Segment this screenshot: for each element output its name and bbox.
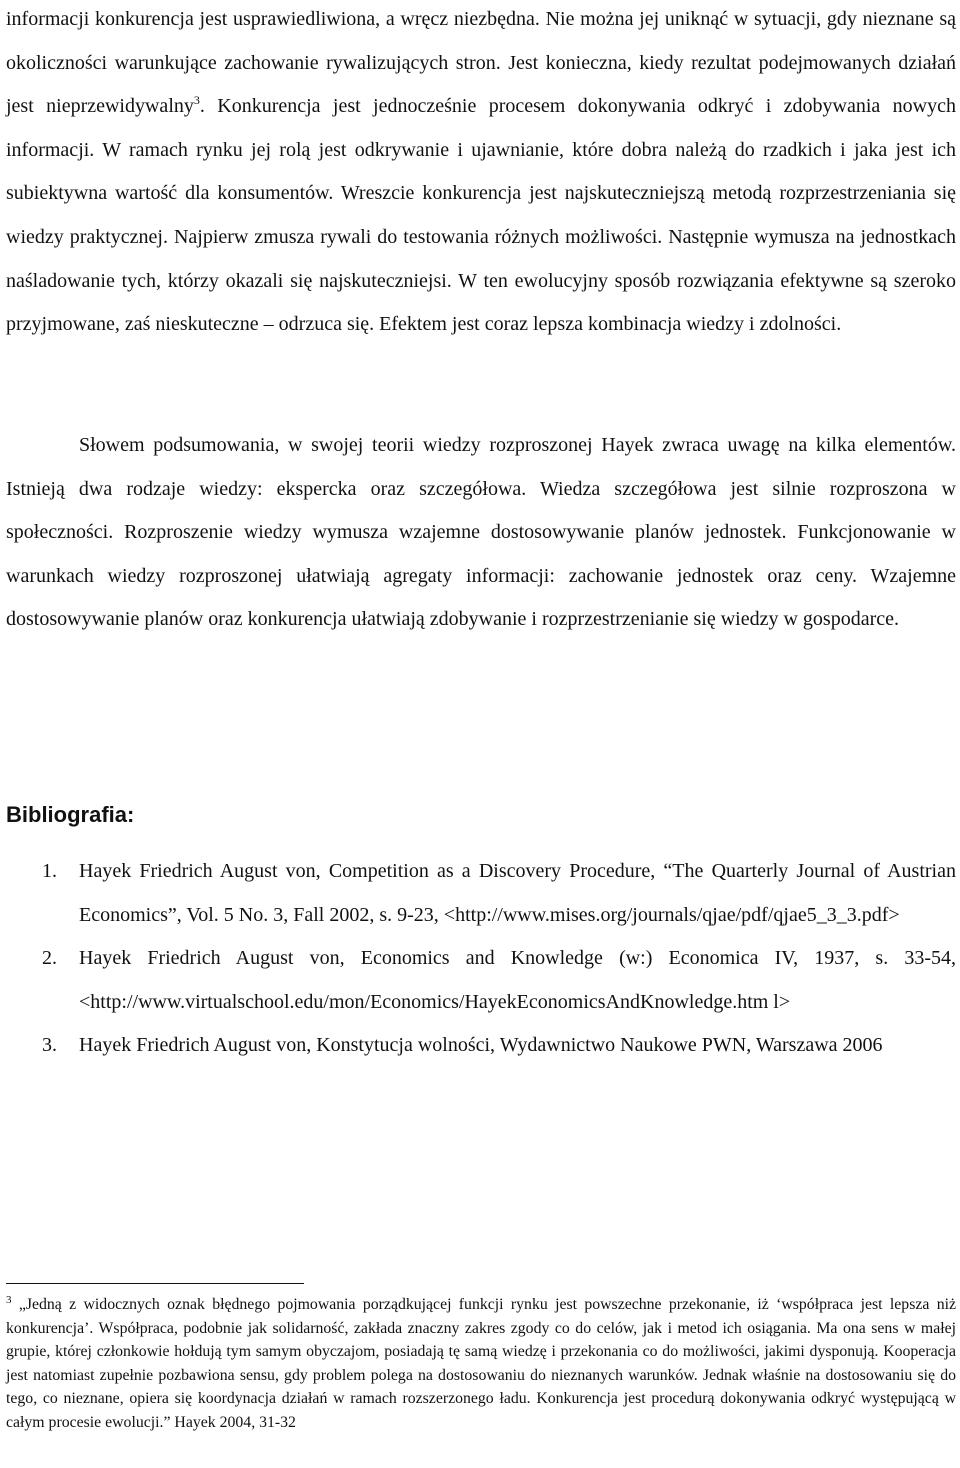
body-paragraph-2: Słowem podsumowania, w swojej teorii wiedzy rozproszonej Hayek zwraca uwagę na kilka elementów. Istnieją dwa rodzaje wiedzy: ekspercka oraz szczegółowa. Wiedza szczegółowa jest silnie rozproszona w społeczności. Rozproszenie wiedzy wymusza wzajemne dostosowywanie planów jednostek. Funkcjonowanie w warunkach wiedzy rozproszonej ułatwiają agregaty informacji: zachowanie jednostek oraz ceny. Wzajemne dostosowywanie planów oraz konkurencja ułatwiają zdobywanie i rozprzestrzenianie się wiedzy w gospodarce.: [6, 434, 956, 631]
bibliography-item-text: Hayek Friedrich August von, Economics and Knowledge (w:) Economica IV, 1937, s. 33-54, <http://www.virtualschool.edu/mon/Economics/HayekEconomicsAndKnowledge.htm l>: [79, 947, 956, 1013]
bibliography-item: [6, 850, 956, 937]
footnote-number: 3: [6, 1294, 12, 1306]
bibliography-item: [6, 937, 956, 1024]
paragraph-1-text-b: . Konkurencja jest jednocześnie procesem dokonywania odkryć i zdobywania nowych informacji. W ramach rynku jej rolą jest odkrywanie i ujawnianie, które dobra należą do rzadkich i jaka jest ich subiektywna wartość dla konsumentów. Wreszcie konkurencja jest najskuteczniejszą metodą rozprzestrzeniania się wiedzy praktycznej. Najpierw zmusza rywali do testowania różnych możliwości. Następnie wymusza na jednostkach naśladowanie tych, którzy okazali się najskuteczniejsi. W ten ewolucyjny sposób rozwiązania efektywne są szeroko przyjmowane, zaś nieskuteczne – odrzuca się. Efektem jest coraz lepsza kombinacja wiedzy i zdolności.: [6, 95, 956, 336]
footnote-reference[interactable]: 3: [193, 93, 200, 108]
footnote: [6, 1293, 956, 1434]
bibliography-list: [6, 850, 956, 1068]
bibliography-item-text: Hayek Friedrich August von, Competition as a Discovery Procedure, “The Quarterly Journal of Austrian Economics”, Vol. 5 No. 3, Fall 2002, s. 9-23, <http://www.mises.org/journals/qjae/pdf/qjae5_3_3.pdf>: [79, 860, 956, 926]
footnote-text: „Jedną z widocznych oznak błędnego pojmowania porządkującej funkcji rynku jest powszechne przekonanie, iż ‘współpraca jest lepsza niż konkurencja’. Współpraca, podobnie jak solidarność, zakłada znaczny zakres zgody co do celów, jak i metod ich osiągania. Ma ona sens w małej grupie, której członkowie hołdują tym samym obyczajom, posiadają tę samą wiedzę i przekonania co do możliwości, jakimi dysponują. Kooperacja jest natomiast zupełnie pozbawiona sensu, gdy problem polega na dostosowaniu do nieznanych warunków. Jednak właśnie na dostosowaniu się do tego, co nieznane, opiera się koordynacja działań w ramach rozszerzonego ładu. Konkurencja jest procedurą dokonywania odkryć występującą w całym procesie ewolucji.” Hayek 2004, 31-32: [6, 1296, 956, 1431]
bibliography-item-text: Hayek Friedrich August von, Konstytucja wolności, Wydawnictwo Naukowe PWN, Warszawa 2006: [79, 1034, 883, 1057]
body-paragraph-1: [6, 0, 956, 347]
bibliography-item-number: 1.: [42, 860, 57, 882]
bibliography-item-number: 2.: [42, 947, 57, 970]
footnote-separator: [6, 1283, 304, 1284]
paragraph-1-text-a: informacji konkurencja jest usprawiedliwiona, a wręcz niezbędna. Nie można jej uniknąć w sytuacji, gdy nieznane są okoliczności warunkujące zachowanie rywalizujących stron. Jest konieczna, kiedy rezultat podejmowanych działań jest nieprzewidywalny: [6, 8, 956, 118]
bibliography-item-number: 3.: [42, 1034, 57, 1057]
bibliography-item: [6, 1024, 956, 1068]
bibliography-heading: Bibliografia:: [6, 802, 135, 827]
